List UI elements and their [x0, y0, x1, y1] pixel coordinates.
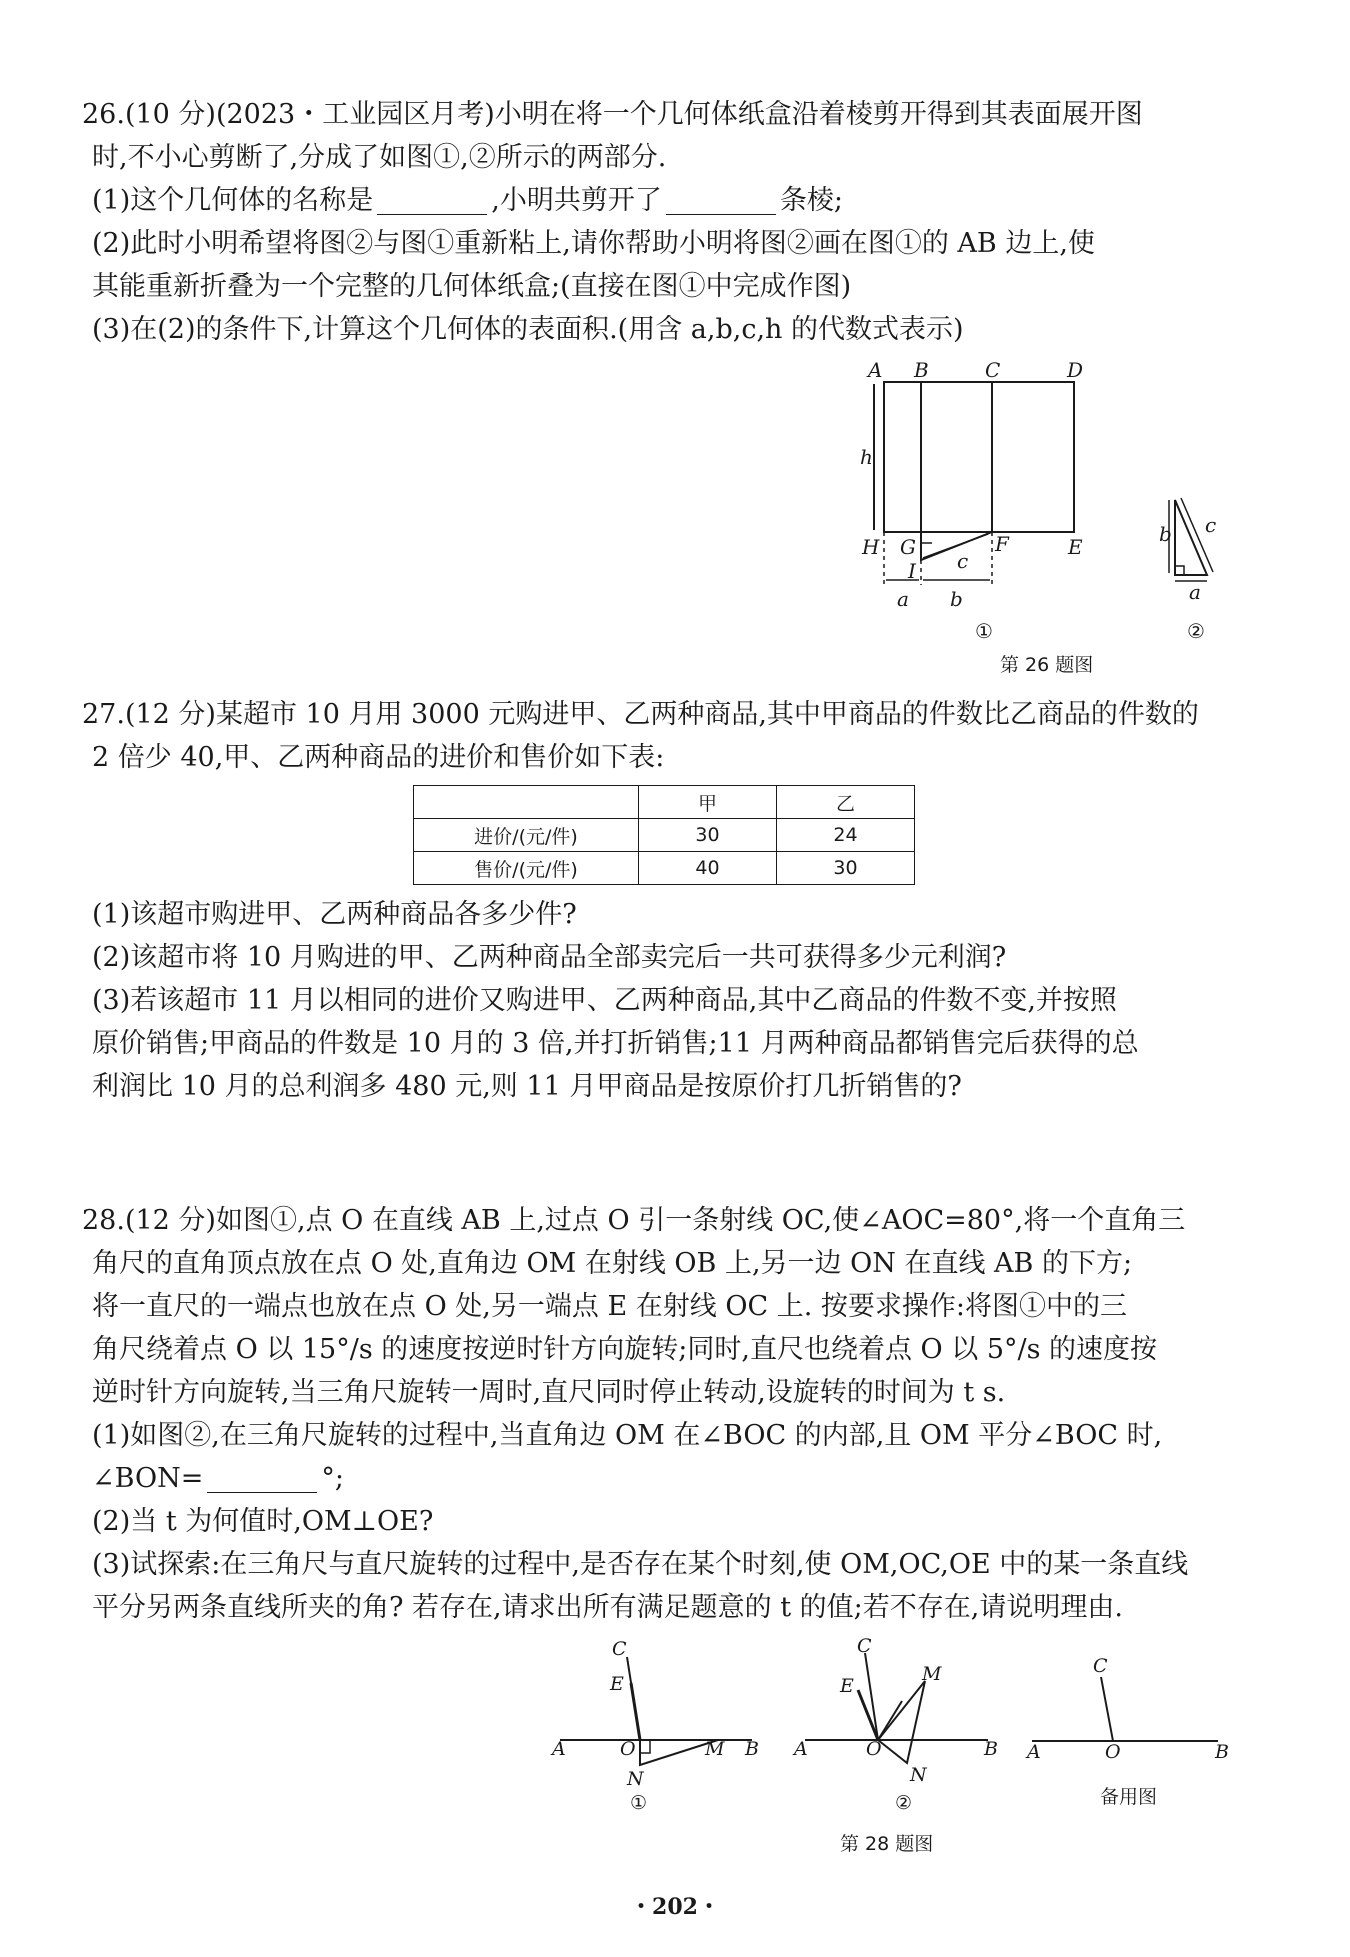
f2-triangle: [878, 1681, 925, 1763]
label-E: E: [1068, 535, 1083, 559]
label-b: b: [950, 587, 963, 611]
label-I: I: [908, 559, 916, 583]
f2-label-M: M: [922, 1663, 942, 1685]
f3-label-A: A: [1027, 1741, 1041, 1763]
f2-label-N: N: [910, 1764, 927, 1786]
table-header-cell: [414, 786, 639, 819]
f3-label-B: B: [1215, 1741, 1229, 1763]
table-cell: 30: [639, 819, 777, 852]
q27-part-3: 原价销售;甲商品的件数是 10 月的 3 倍,并打折销售;11 月两种商品都销售完后获得的总: [92, 1028, 1139, 1059]
page-number: ・202・: [630, 1894, 720, 1920]
q28-line: 将一直尺的一端点也放在点 O 处,另一端点 E 在射线 OC 上. 按要求操作:将图①中的三: [92, 1291, 1127, 1322]
table-cell: 进价/(元/件): [414, 819, 639, 852]
label-c-fig2: c: [1205, 513, 1217, 537]
label-C: C: [985, 360, 1001, 382]
f3-caption: 备用图: [1100, 1786, 1158, 1808]
label-h: h: [860, 445, 873, 469]
q28-part-1: (1)如图②,在三角尺旋转的过程中,当直角边 OM 在∠BOC 的内部,且 OM 平分∠BOC 时,: [92, 1420, 1163, 1451]
q26-part-2: 其能重新折叠为一个完整的几何体纸盒;(直接在图①中完成作图): [92, 271, 852, 302]
f1-label-A: A: [552, 1738, 566, 1760]
f3-ray-OC: [1101, 1677, 1113, 1741]
q26-line: 时,不小心剪断了,分成了如图①,②所示的两部分.: [92, 142, 667, 173]
q27-part-2: (2)该超市将 10 月购进的甲、乙两种商品全部卖完后一共可获得多少元利润?: [92, 942, 1007, 973]
q26-part-3: (3)在(2)的条件下,计算这个几何体的表面积.(用含 a,b,c,h 的代数式表示): [92, 314, 964, 345]
q27-line: 2 倍少 40,甲、乙两种商品的进价和售价如下表:: [92, 742, 665, 773]
f1-label-E: E: [610, 1673, 624, 1695]
figure-28-caption: 第 28 题图: [840, 1833, 934, 1855]
f2-label-B: B: [984, 1738, 998, 1760]
table-row: [414, 819, 915, 852]
label-c: c: [957, 549, 969, 573]
figure-2-triangle: [1175, 500, 1207, 575]
f1-label-O: O: [620, 1738, 636, 1760]
q28-line: 逆时针方向旋转,当三角尺旋转一周时,直尺同时停止转动,设旋转的时间为 t s.: [92, 1377, 1006, 1408]
figure-1-number: ①: [975, 619, 993, 643]
question-28-stem: [82, 1199, 1232, 1629]
q26-part-1: (1)这个几何体的名称是 ,小明共剪开了 条棱;: [92, 185, 843, 216]
q28-part-1-answer: ∠BON= °;: [92, 1463, 344, 1494]
question-26-stem: [82, 93, 1232, 351]
q26-line: 26.(10 分)(2023・工业园区月考)小明在将一个几何体纸盒沿着棱剪开得到其表面展开图: [82, 99, 1143, 130]
table-row: [414, 852, 915, 885]
f1-label-M: M: [705, 1738, 725, 1760]
q28-line: 28.(12 分)如图①,点 O 在直线 AB 上,过点 O 引一条射线 OC,使∠AOC=80°,将一个直角三: [82, 1205, 1186, 1236]
f2-label-A: A: [794, 1738, 808, 1760]
table-cell: 售价/(元/件): [414, 852, 639, 885]
f2-label-O: O: [866, 1738, 882, 1760]
q27-part-3: 利润比 10 月的总利润多 480 元,则 11 月甲商品是按原价打几折销售的?: [92, 1071, 962, 1102]
answer-blank[interactable]: [377, 184, 487, 215]
question-27-stem: [82, 693, 1232, 779]
label-D: D: [1067, 360, 1084, 382]
table-header-cell: 乙: [777, 786, 915, 819]
answer-blank[interactable]: [207, 1462, 317, 1493]
q27-part-3: (3)若该超市 11 月以相同的进价又购进甲、乙两种商品,其中乙商品的件数不变,并按照: [92, 985, 1117, 1016]
q27-part-1: (1)该超市购进甲、乙两种商品各多少件?: [92, 899, 577, 930]
f2-label-C: C: [857, 1635, 872, 1657]
q28-part-2: (2)当 t 为何值时,OM⊥OE?: [92, 1506, 434, 1537]
label-F: F: [995, 532, 1009, 556]
f2-label-E: E: [840, 1675, 854, 1697]
f1-ruler-OE: [631, 1683, 640, 1740]
label-H: H: [862, 535, 880, 559]
figure-26: [850, 360, 1250, 680]
figure-26-caption: 第 26 题图: [1000, 654, 1094, 676]
label-B: B: [914, 360, 929, 382]
label-A: A: [868, 360, 883, 382]
f3-label-O: O: [1105, 1741, 1121, 1763]
f3-label-C: C: [1093, 1655, 1108, 1677]
price-table: [413, 785, 915, 885]
q28-part-3: 平分另两条直线所夹的角? 若存在,请求出所有满足题意的 t 的值;若不存在,请说明理由.: [92, 1592, 1123, 1623]
table-cell: 40: [639, 852, 777, 885]
f1-label-C: C: [612, 1638, 627, 1660]
answer-blank[interactable]: [666, 184, 776, 215]
f2-number: ②: [895, 1792, 913, 1814]
q26-part-2: (2)此时小明希望将图②与图①重新粘上,请你帮助小明将图②画在图①的 AB 边上,使: [92, 228, 1095, 259]
label-a: a: [897, 587, 909, 611]
question-27-parts: [82, 893, 1232, 1108]
q27-line: 27.(12 分)某超市 10 月用 3000 元购进甲、乙两种商品,其中甲商品的件数比乙商品的件数的: [82, 699, 1199, 730]
table-header-row: [414, 786, 915, 819]
q28-line: 角尺绕着点 O 以 15°/s 的速度按逆时针方向旋转;同时,直尺也绕着点 O 以 5°/s 的速度按: [92, 1334, 1158, 1365]
table-cell: 30: [777, 852, 915, 885]
label-b-fig2: b: [1159, 522, 1172, 546]
label-G: G: [900, 535, 916, 559]
f1-number: ①: [630, 1792, 648, 1814]
label-a-fig2: a: [1189, 580, 1201, 604]
table-cell: 24: [777, 819, 915, 852]
net-outline: [884, 382, 1074, 532]
table-header-cell: 甲: [639, 786, 777, 819]
q28-part-3: (3)试探索:在三角尺与直尺旋转的过程中,是否存在某个时刻,使 OM,OC,OE 中的某一条直线: [92, 1549, 1189, 1580]
q28-line: 角尺的直角顶点放在点 O 处,直角边 OM 在射线 OB 上,另一边 ON 在直线 AB 的下方;: [92, 1248, 1133, 1279]
figure-2-number: ②: [1187, 619, 1205, 643]
f1-label-N: N: [627, 1768, 644, 1790]
f1-label-B: B: [745, 1738, 759, 1760]
figure-28: [540, 1635, 1240, 1835]
